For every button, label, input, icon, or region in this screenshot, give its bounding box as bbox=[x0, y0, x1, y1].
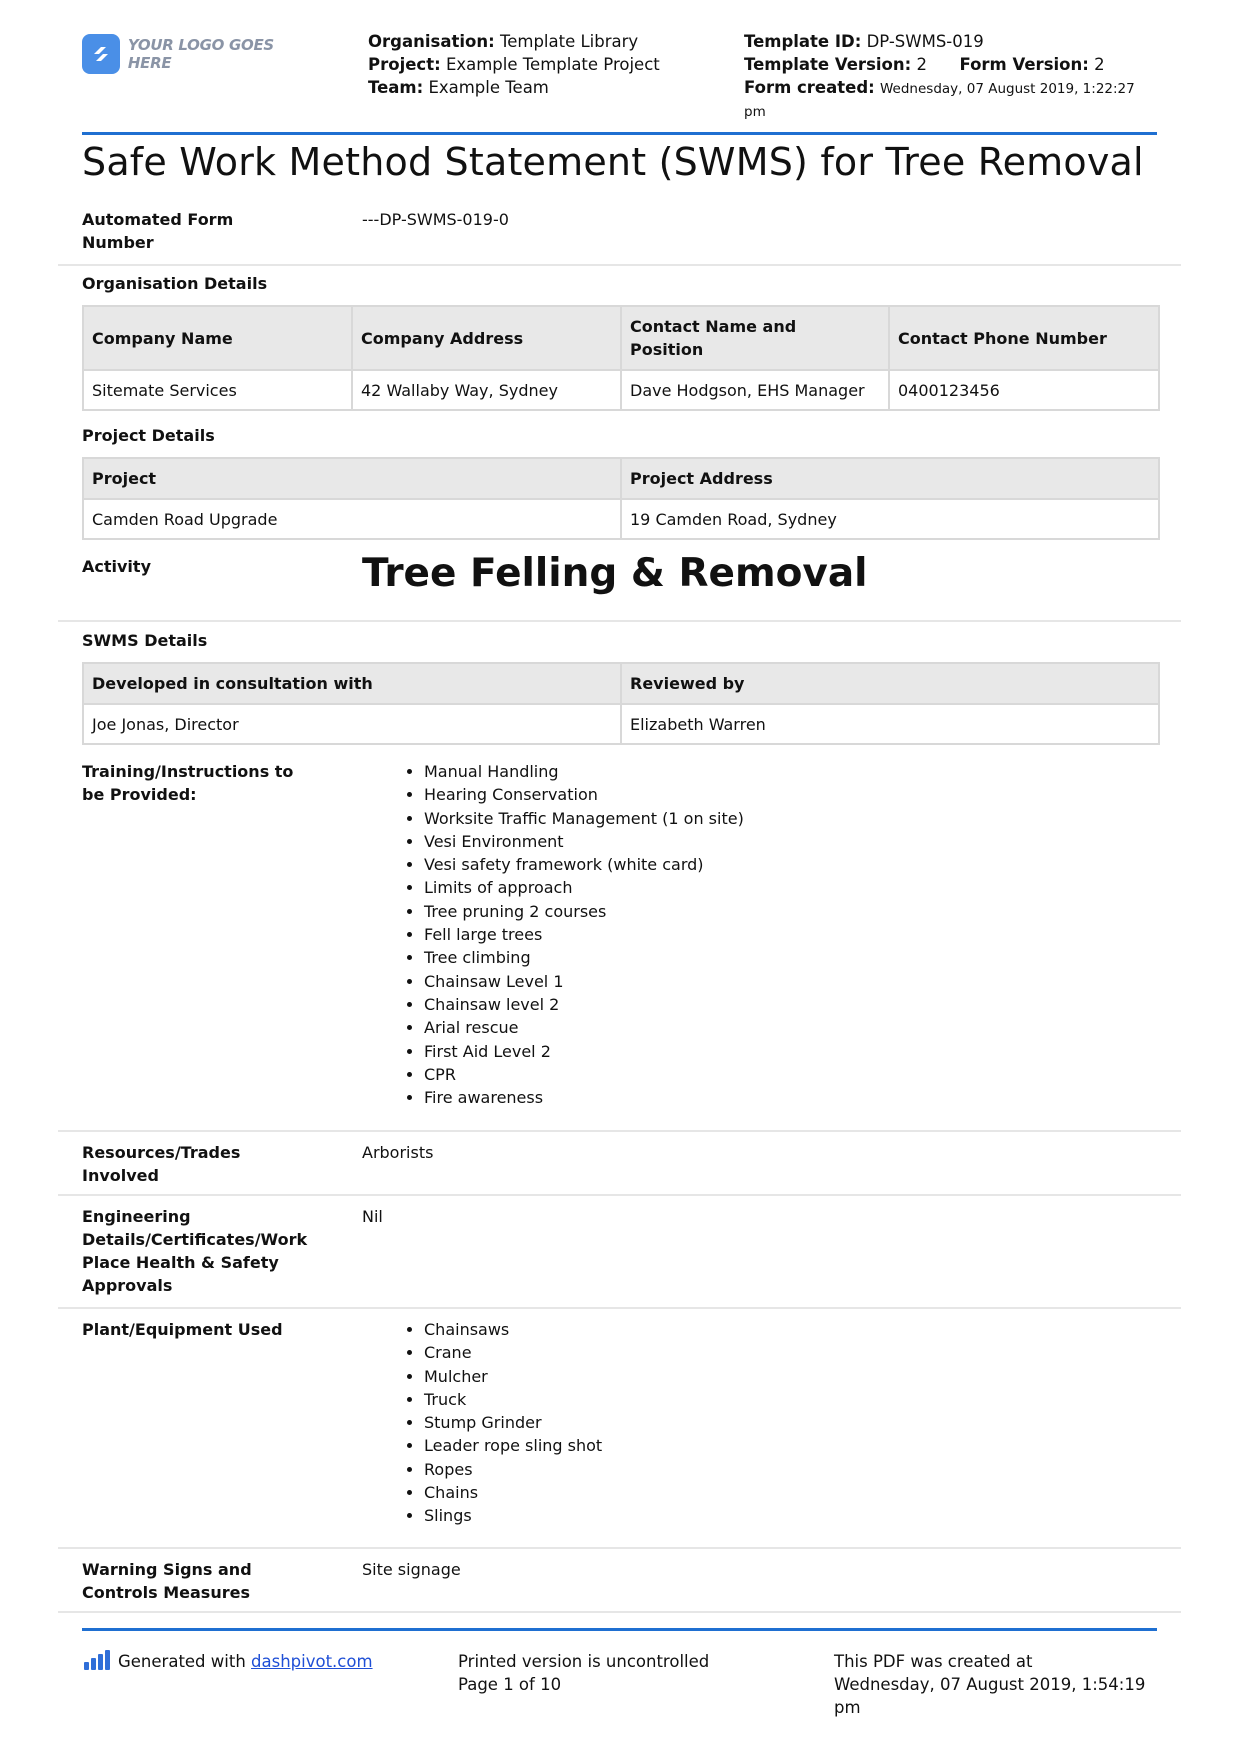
org-header-contact-name: Contact Name and Position bbox=[621, 306, 889, 370]
footer-generated bbox=[84, 1650, 373, 1673]
org-company-address: 42 Wallaby Way, Sydney bbox=[352, 370, 621, 410]
divider bbox=[58, 1547, 1181, 1549]
template-id-value: DP-SWMS-019 bbox=[866, 32, 984, 51]
project-details-title: Project Details bbox=[82, 426, 215, 445]
divider bbox=[58, 620, 1181, 622]
company-logo bbox=[82, 32, 312, 76]
list-item: • First Aid Level 2 bbox=[424, 1040, 744, 1063]
pdf-created-line3: pm bbox=[834, 1698, 861, 1717]
swms-details-table bbox=[82, 662, 1160, 745]
list-item: • Stump Grinder bbox=[424, 1411, 602, 1434]
list-item: • Arial rescue bbox=[424, 1016, 744, 1039]
swms-consultation-value: Joe Jonas, Director bbox=[83, 704, 621, 744]
org-contact-phone: 0400123456 bbox=[889, 370, 1159, 410]
template-id-label: Template ID: bbox=[744, 32, 862, 51]
plant-list bbox=[402, 1318, 602, 1528]
divider bbox=[58, 1130, 1181, 1132]
list-item: • Chains bbox=[424, 1481, 602, 1504]
organisation-value: Template Library bbox=[499, 32, 639, 51]
divider bbox=[58, 1307, 1181, 1309]
list-item: • Limits of approach bbox=[424, 876, 744, 899]
swms-reviewed-by-value: Elizabeth Warren bbox=[621, 704, 1159, 744]
engineering-value: Nil bbox=[362, 1207, 383, 1226]
organisation-details-table bbox=[82, 305, 1160, 411]
list-item: • Worksite Traffic Management (1 on site) bbox=[424, 807, 744, 830]
list-item: • Vesi Environment bbox=[424, 830, 744, 853]
header-meta-right bbox=[744, 30, 1154, 124]
org-company-name: Sitemate Services bbox=[83, 370, 352, 410]
footer-rule bbox=[82, 1628, 1157, 1631]
list-item: • Vesi safety framework (white card) bbox=[424, 853, 744, 876]
project-value: Example Template Project bbox=[445, 55, 660, 74]
project-name: Camden Road Upgrade bbox=[83, 499, 621, 539]
form-created-label: Form created: bbox=[744, 78, 875, 97]
header-rule bbox=[82, 132, 1157, 135]
dashpivot-bars-icon bbox=[84, 1650, 110, 1670]
team-value: Example Team bbox=[428, 78, 549, 97]
list-item: • Truck bbox=[424, 1388, 602, 1411]
page-number: Page 1 of 10 bbox=[458, 1675, 562, 1694]
org-header-contact-phone: Contact Phone Number bbox=[889, 306, 1159, 370]
list-item: • Slings bbox=[424, 1504, 602, 1527]
list-item: • Manual Handling bbox=[424, 760, 744, 783]
org-header-company-name: Company Name bbox=[83, 306, 352, 370]
form-version-label: Form Version: bbox=[959, 55, 1089, 74]
warning-label: Warning Signs and Controls Measures bbox=[82, 1560, 252, 1602]
training-label: Training/Instructions to be Provided: bbox=[82, 762, 294, 804]
project-label: Project: bbox=[368, 55, 441, 74]
uncontrolled-notice: Printed version is uncontrolled bbox=[458, 1652, 710, 1671]
form-number-value: ---DP-SWMS-019-0 bbox=[362, 210, 509, 229]
list-item: • Chainsaws bbox=[424, 1318, 602, 1341]
activity-value: Tree Felling & Removal bbox=[362, 551, 868, 596]
org-contact-name: Dave Hodgson, EHS Manager bbox=[621, 370, 889, 410]
dashpivot-link[interactable]: dashpivot.com bbox=[251, 1652, 373, 1671]
list-item: • Fell large trees bbox=[424, 923, 744, 946]
list-item: • Chainsaw Level 1 bbox=[424, 970, 744, 993]
list-item: • Fire awareness bbox=[424, 1086, 744, 1109]
list-item: • Hearing Conservation bbox=[424, 783, 744, 806]
footer-print-info bbox=[458, 1650, 709, 1696]
list-item: • Ropes bbox=[424, 1458, 602, 1481]
swms-header-consultation: Developed in consultation with bbox=[83, 663, 621, 704]
divider bbox=[58, 264, 1181, 266]
pdf-created-line1: This PDF was created at bbox=[834, 1652, 1033, 1671]
activity-label: Activity bbox=[82, 557, 151, 576]
list-item: • Chainsaw level 2 bbox=[424, 993, 744, 1016]
logo-text: YOUR LOGO GOES HERE bbox=[127, 36, 274, 72]
footer-created bbox=[834, 1650, 1145, 1719]
organisation-details-title: Organisation Details bbox=[82, 274, 268, 293]
swms-header-reviewed-by: Reviewed by bbox=[621, 663, 1159, 704]
org-header-company-address: Company Address bbox=[352, 306, 621, 370]
training-list bbox=[402, 760, 744, 1109]
form-version-value: 2 bbox=[1094, 55, 1105, 74]
engineering-label: Engineering Details/Certificates/Work Place Health & Safety Approvals bbox=[82, 1207, 308, 1295]
form-created-value-line2: pm bbox=[744, 104, 766, 120]
swms-details-title: SWMS Details bbox=[82, 631, 208, 650]
form-created-value: Wednesday, 07 August 2019, 1:22:27 bbox=[880, 81, 1135, 97]
warning-value: Site signage bbox=[362, 1560, 461, 1579]
generated-text: Generated with bbox=[118, 1652, 252, 1671]
logo-mark-icon bbox=[82, 34, 120, 74]
list-item: • Tree pruning 2 courses bbox=[424, 900, 744, 923]
list-item: • Tree climbing bbox=[424, 946, 744, 969]
list-item: • Leader rope sling shot bbox=[424, 1434, 602, 1457]
project-header-address: Project Address bbox=[621, 458, 1159, 499]
team-label: Team: bbox=[368, 78, 424, 97]
divider bbox=[58, 1194, 1181, 1196]
organisation-label: Organisation: bbox=[368, 32, 495, 51]
list-item: • Crane bbox=[424, 1341, 602, 1364]
resources-label: Resources/Trades Involved bbox=[82, 1143, 241, 1185]
pdf-created-line2: Wednesday, 07 August 2019, 1:54:19 bbox=[834, 1675, 1146, 1694]
project-details-table bbox=[82, 457, 1160, 540]
page-title: Safe Work Method Statement (SWMS) for Tree Removal bbox=[82, 140, 1144, 184]
header-meta-left bbox=[368, 30, 660, 99]
plant-label: Plant/Equipment Used bbox=[82, 1320, 283, 1339]
project-header-project: Project bbox=[83, 458, 621, 499]
project-address: 19 Camden Road, Sydney bbox=[621, 499, 1159, 539]
list-item: • Mulcher bbox=[424, 1365, 602, 1388]
form-number-label: Automated Form Number bbox=[82, 210, 234, 252]
divider bbox=[58, 1611, 1181, 1613]
list-item: • CPR bbox=[424, 1063, 744, 1086]
template-version-label: Template Version: bbox=[744, 55, 912, 74]
resources-value: Arborists bbox=[362, 1143, 434, 1162]
template-version-value: 2 bbox=[916, 55, 927, 74]
